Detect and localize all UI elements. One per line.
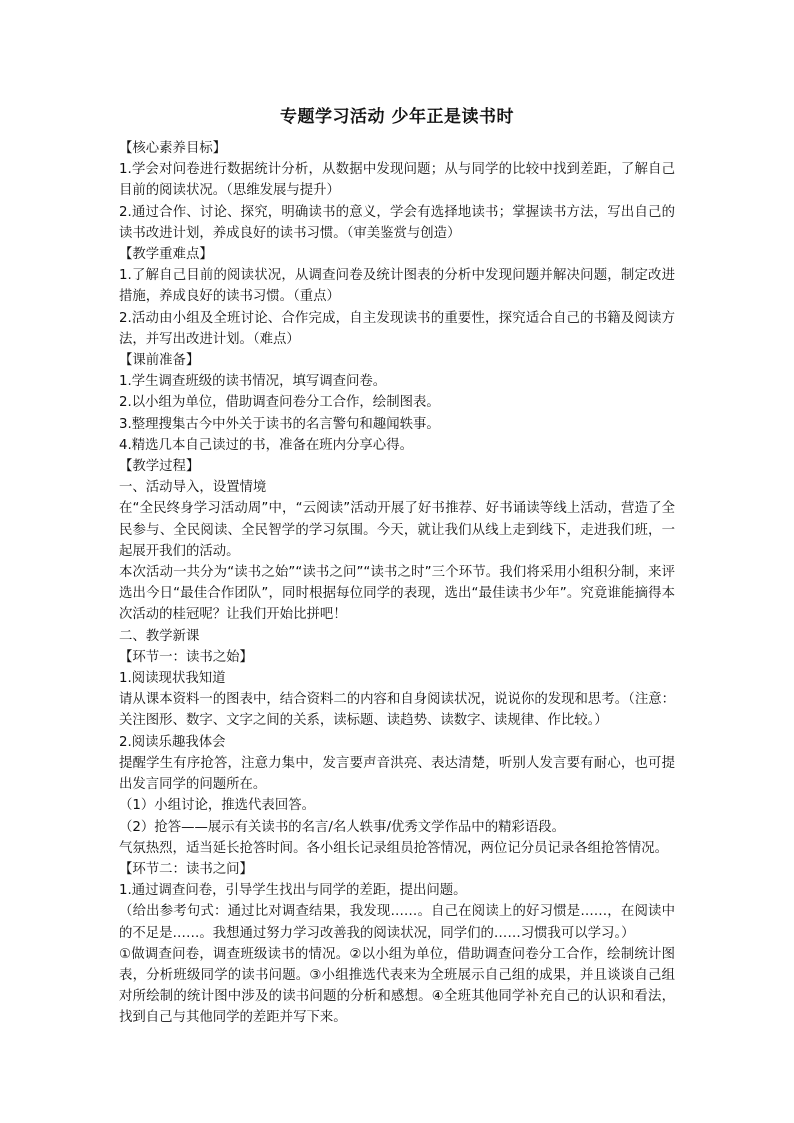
stage-1-item-2-title: 2.阅读乐趣我体会 (119, 734, 226, 750)
intro-paragraph-2: 本次活动一共分为“读书之始”“读书之问”“读书之时”三个环节。我们将采用小组积分制，来评选出今日“最佳合作团队”，同时根据每位同学的表现，选出“最佳读书少年”。究竟谁能摘得本次活动的桂冠呢？让我们开始比拼吧！ (119, 565, 675, 623)
stage-1-item-1-text: 请从课本资料一的图表中，结合资料二的内容和自身阅读状况，说说你的发现和思考。（注意：关注图形、数字、文字之间的关系，读标题、读趋势、读数字、读规律、作比较。） (119, 692, 675, 729)
goal-item-2: 2.通过合作、讨论、探究，明确读书的意义，学会有选择地读书；掌握读书方法，写出自己的读书改进计划，养成良好的读书习惯。（审美鉴赏与创造） (119, 204, 675, 241)
section-heading-preparation: 【课前准备】 (119, 353, 200, 369)
goal-item-1: 1.学会对问卷进行数据统计分析，从数据中发现问题；从与同学的比较中找到差距，了解自己目前的阅读状况。（思维发展与提升） (119, 162, 675, 199)
section-heading-stage-1: 【环节一：读书之始】 (119, 649, 253, 665)
key-point-1: 1.了解自己目前的阅读状况，从调查问卷及统计图表的分析中发现问题并解决问题，制定改进措施，养成良好的读书习惯。（重点） (119, 268, 675, 305)
subheading-intro: 一、活动导入，设置情境 (119, 480, 267, 496)
section-heading-stage-2: 【环节二：读书之问】 (119, 861, 253, 877)
document-body (119, 104, 675, 1029)
section-heading-core-goals: 【核心素养目标】 (119, 141, 227, 156)
preparation-item-1: 1.学生调查班级的读书情况，填写调查问卷。 (119, 374, 387, 390)
section-heading-key-points: 【教学重难点】 (119, 247, 213, 263)
stage-1-note: 气氛热烈，适当延长抢答时间。各小组长记录组员抢答情况，两位记分员记录各组抢答情况。 (119, 840, 669, 856)
stage-1-step-2: （2）抢答——展示有关读书的名言/名人轶事/优秀文学作品中的精彩语段。 (119, 819, 566, 835)
stage-2-item-1: 1.通过调查问卷，引导学生找出与同学的差距，提出问题。 (119, 883, 467, 899)
preparation-item-3: 3.整理搜集古今中外关于读书的名言警句和趣闻轶事。 (119, 416, 440, 432)
preparation-item-2: 2.以小组为单位，借助调查问卷分工合作，绘制图表。 (119, 395, 440, 411)
subheading-new-lesson: 二、教学新课 (119, 628, 200, 644)
stage-1-step-1: （1）小组讨论，推选代表回答。 (119, 798, 315, 814)
key-point-2: 2.活动由小组及全班讨论、合作完成，自主发现读书的重要性，探究适合自己的书籍及阅读方法，并写出改进计划。（难点） (119, 310, 675, 347)
stage-1-item-1-title: 1.阅读现状我知道 (119, 671, 226, 687)
stage-2-steps: ①做调查问卷，调查班级读书的情况。②以小组为单位，借助调查问卷分工合作，绘制统计图表，分析班级同学的读书问题。③小组推选代表来为全班展示自己组的成果，并且谈谈自己组对所绘制的统计图中涉及的读书问题的分析和感想。④全班其他同学补充自己的认识和看法，找到自己与其他同学的差距并写下来。 (119, 946, 675, 1026)
preparation-item-4: 4.精选几本自己读过的书，准备在班内分享心得。 (119, 437, 413, 453)
document-title: 专题学习活动 少年正是读书时 (280, 107, 514, 127)
stage-2-sentence-pattern: （给出参考句式：通过比对调查结果，我发现……。自己在阅读上的好习惯是……，在阅读中的不足是……。我想通过努力学习改善我的阅读状况，同学们的……习惯我可以学习。） (119, 904, 675, 941)
intro-paragraph-1: 在“全民终身学习活动周”中，“云阅读”活动开展了好书推荐、好书诵读等线上活动，营造了全民参与、全民阅读、全民智学的学习氛围。今天，就让我们从线上走到线下，走进我们班，一起展开我们的活动。 (119, 501, 675, 559)
section-heading-process: 【教学过程】 (119, 459, 200, 475)
stage-1-item-2-text: 提醒学生有序抢答，注意力集中，发言要声音洪亮、表达清楚，听别人发言要有耐心，也可提出发言同学的问题所在。 (119, 755, 675, 793)
